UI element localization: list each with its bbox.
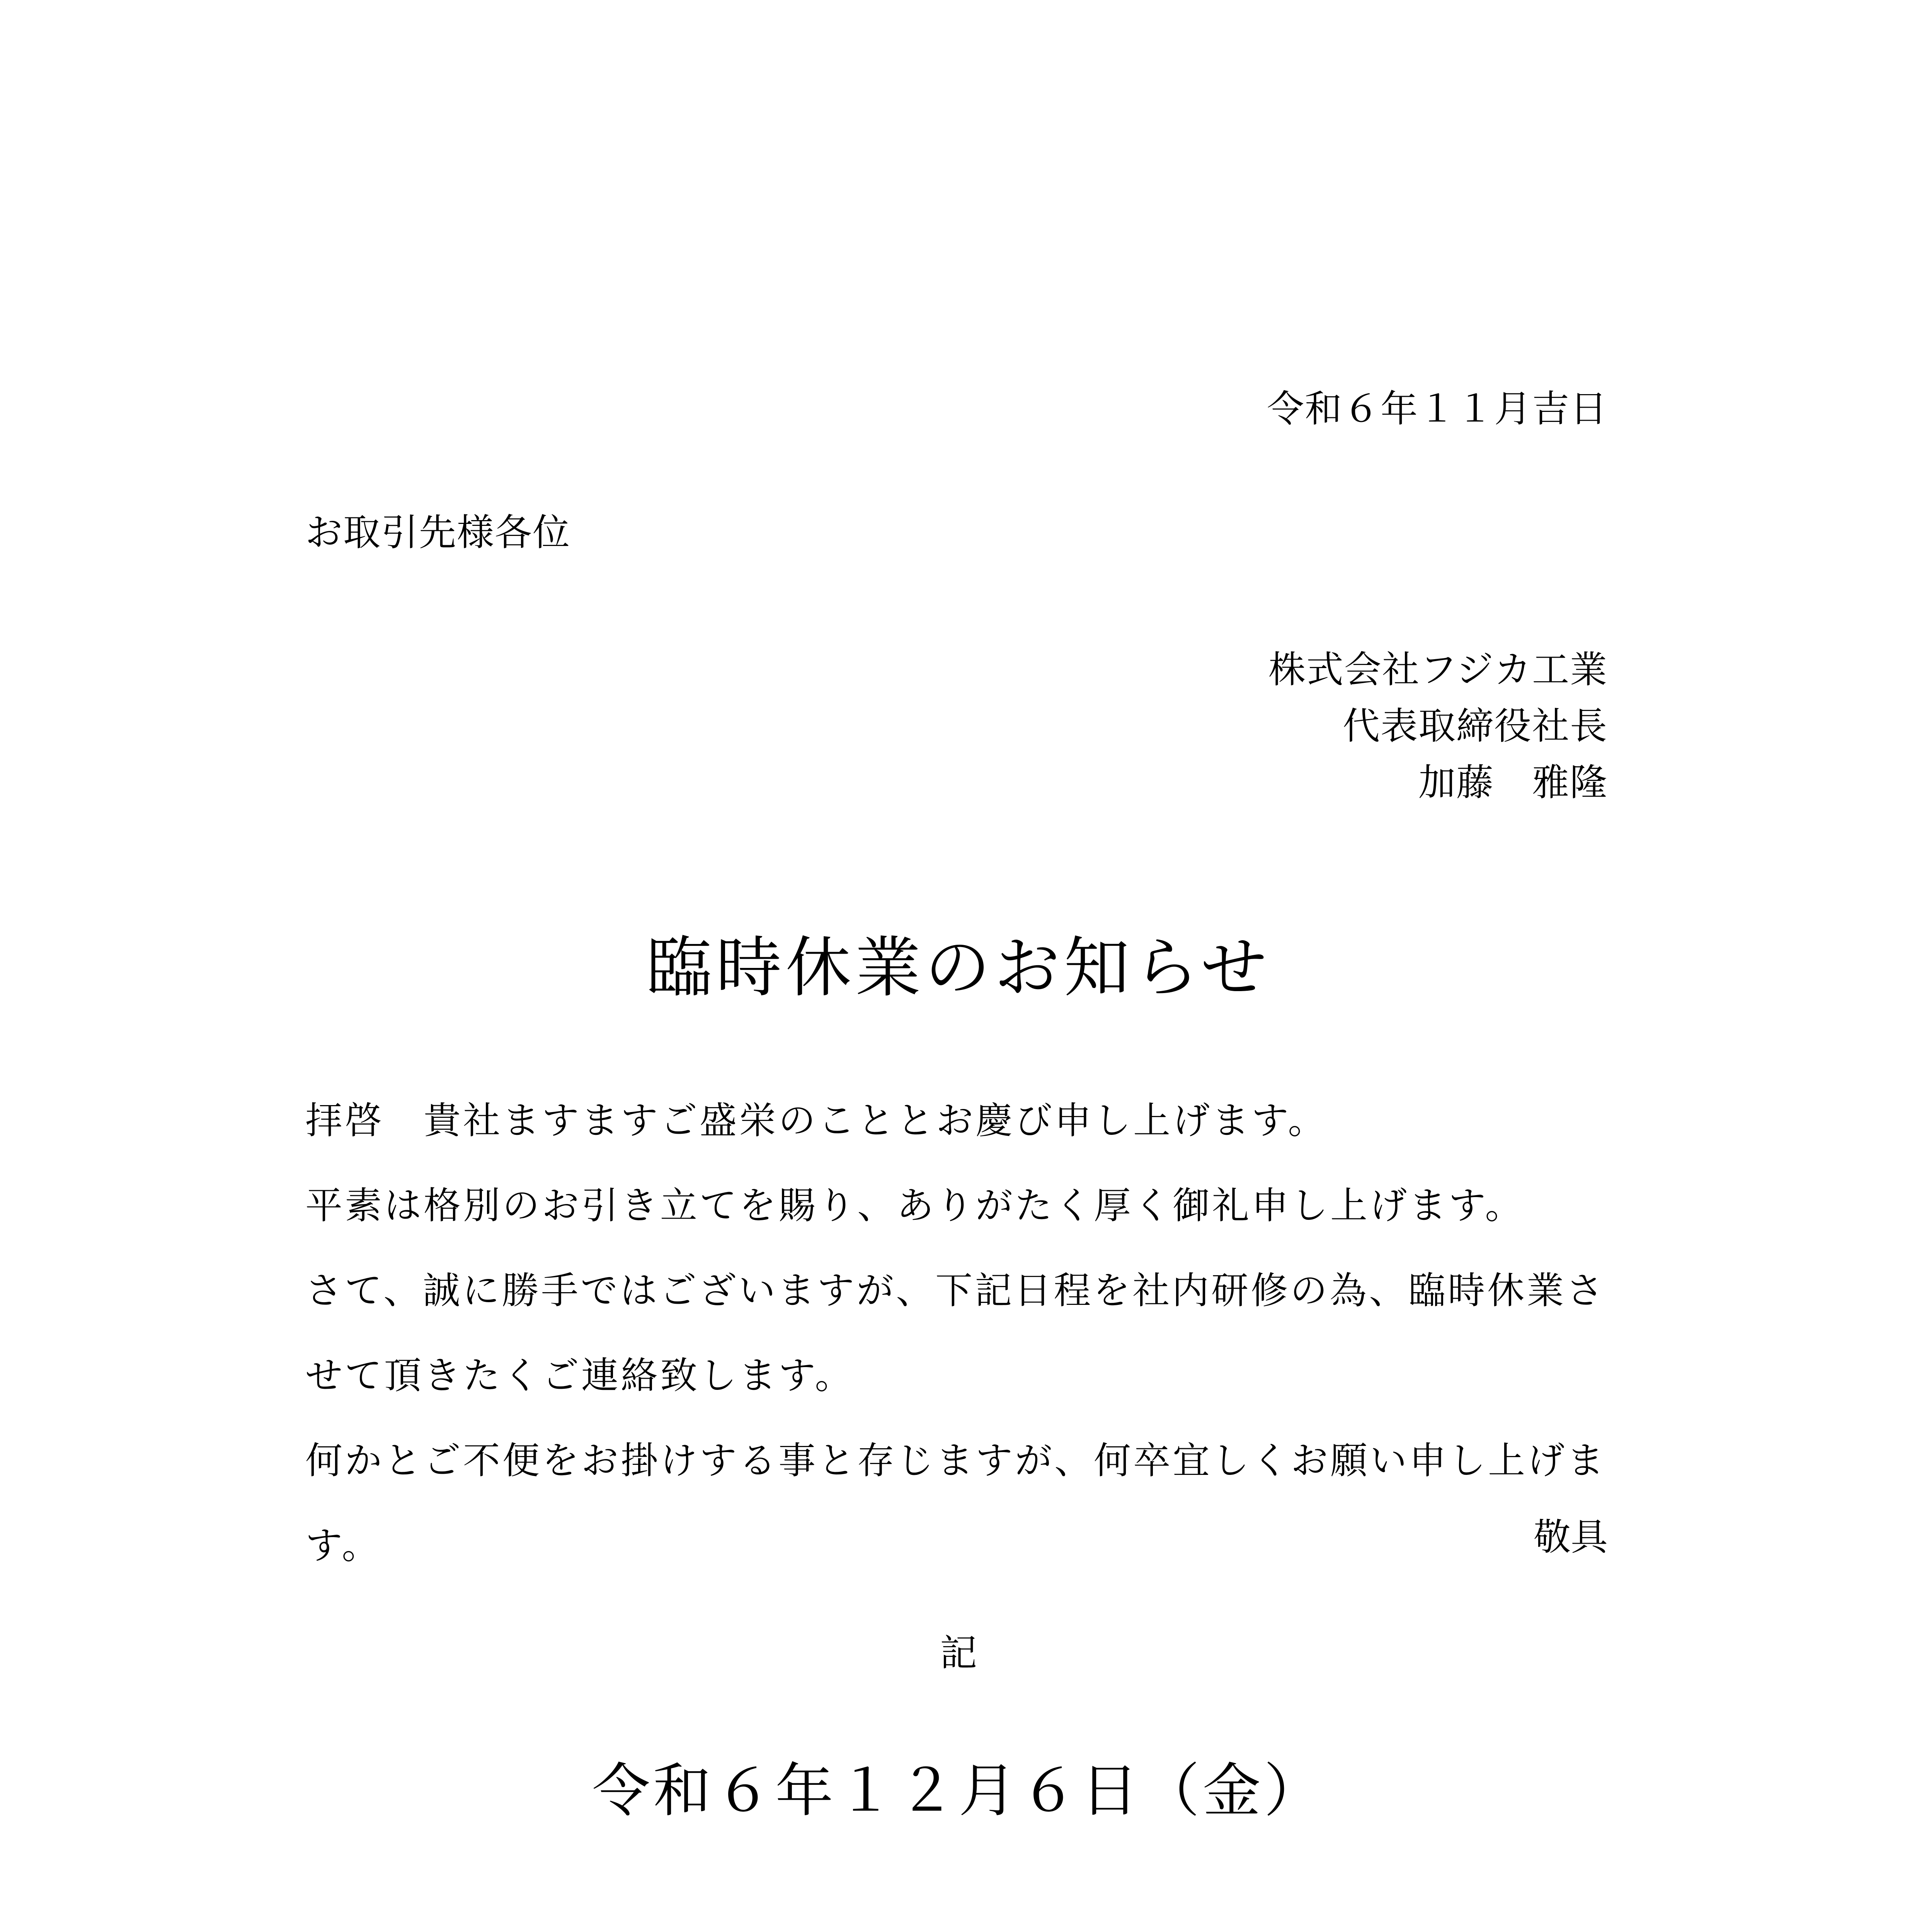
body-text [305, 1078, 1619, 1588]
body-line: す。 [305, 1524, 381, 1567]
body-line: さて、誠に勝手ではございますが、下記日程を社内研修の為、臨時休業さ [305, 1269, 1606, 1312]
body-line: 拝啓 貴社ますますご盛栄のこととお慶び申し上げます。 [305, 1099, 1328, 1142]
closing-keigu: 敬具 [1534, 1515, 1608, 1559]
issue-date: 令和６年１１月吉日 [1267, 387, 1608, 430]
document-title: 臨時休業のお知らせ [646, 930, 1271, 1006]
sender-position: 代表取締役社長 [1343, 704, 1608, 748]
ki-heading: 記 [940, 1631, 977, 1675]
body-line: せて頂きたくご連絡致します。 [305, 1354, 855, 1397]
sender-block [1268, 641, 1608, 811]
body-line: 何かとご不便をお掛けする事と存じますが、何卒宜しくお願い申し上げま [305, 1439, 1606, 1482]
sender-company: 株式会社フジカ工業 [1268, 648, 1608, 691]
addressee: お取引先様各位 [305, 511, 570, 554]
closure-date: 令和６年１２月６日（金） [592, 1757, 1325, 1825]
sender-name: 加藤 雅隆 [1418, 761, 1608, 804]
body-line: 平素は格別のお引き立てを賜り、ありがたく厚く御礼申し上げます。 [305, 1184, 1525, 1227]
